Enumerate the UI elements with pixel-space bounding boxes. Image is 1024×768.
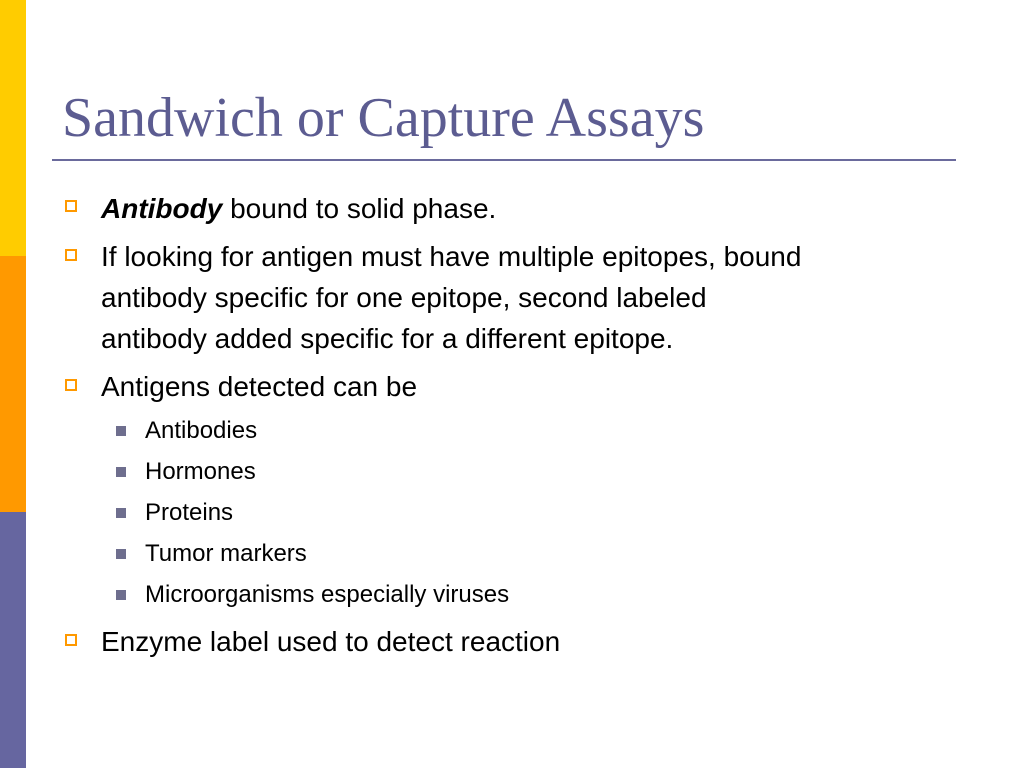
bullet-item: Antigens detected can be: [101, 371, 418, 402]
bullet-text-line: antibody added specific for a different epitope.: [101, 323, 674, 354]
filled-square-bullet-icon: [116, 549, 126, 559]
sub-bullet-item: Antibodies: [145, 417, 258, 444]
decorative-bar-orange: [0, 256, 26, 512]
filled-square-bullet-icon: [116, 426, 126, 436]
bullet-text: bound to solid phase.: [222, 193, 497, 224]
filled-square-bullet-icon: [116, 508, 126, 518]
bullet-item: Enzyme label used to detect reaction: [101, 626, 561, 657]
sub-bullet-item: Proteins: [145, 499, 234, 526]
hollow-square-bullet-icon: [65, 379, 77, 391]
title-divider: [52, 159, 956, 161]
bullet-emphasis: Antibody: [101, 193, 223, 224]
sub-bullet-item: Microorganisms especially viruses: [145, 581, 510, 608]
bullet-item: [101, 236, 801, 359]
hollow-square-bullet-icon: [65, 200, 77, 212]
hollow-square-bullet-icon: [65, 249, 77, 261]
sub-bullet-item: Hormones: [145, 458, 256, 485]
decorative-bar-purple: [0, 512, 26, 768]
slide-title: Sandwich or Capture Assays: [62, 87, 705, 149]
filled-square-bullet-icon: [116, 590, 126, 600]
bullet-text-line: If looking for antigen must have multiple epitopes, bound: [101, 241, 802, 272]
decorative-bar-yellow: [0, 0, 26, 256]
bullet-text-line: antibody specific for one epitope, second labeled: [101, 282, 707, 313]
filled-square-bullet-icon: [116, 467, 126, 477]
bullet-item: [101, 188, 496, 229]
sub-bullet-item: Tumor markers: [145, 540, 307, 567]
hollow-square-bullet-icon: [65, 634, 77, 646]
